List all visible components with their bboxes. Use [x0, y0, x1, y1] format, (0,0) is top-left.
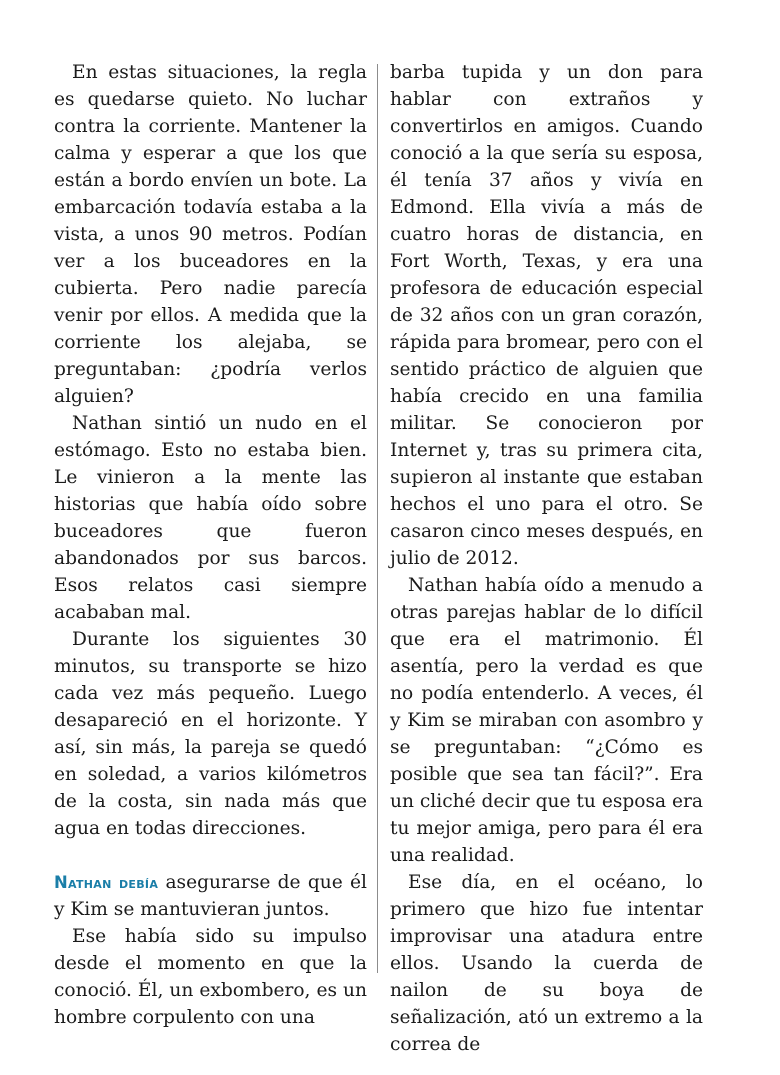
- paragraph-3: Durante los siguientes 30 minutos, su transporte se hizo cada vez más pequeño. Luego desapareció en el horizonte. Y así, sin más, la pareja se quedó en soledad, a varios kilómetros de la costa, sin nada más que agua en todas direcciones.: [54, 629, 367, 839]
- paragraph-6: Nathan había oído a menudo a otras parejas hablar de lo difícil que era el matrimonio. Él asentía, pero la verdad es que no podía entenderlo. A veces, él y Kim se miraban con asombro y se preguntaban: “¿Cómo es posible que sea tan fácil?”. Era un cliché decir que tu esposa era tu mejor amiga, pero para él era una realidad.: [390, 575, 703, 866]
- paragraph-7: Ese día, en el océano, lo primero que hizo fue intentar improvisar una atadura entre ellos. Usando la cuerda de nailon de su boya de señalización, ató un extremo a la correa de: [390, 872, 703, 1055]
- section-lead-paragraph: [54, 869, 367, 923]
- right-column: [390, 59, 703, 1058]
- section-lead-in: Nathan debía: [54, 873, 159, 892]
- paragraph-2: Nathan sintió un nudo en el estómago. Esto no estaba bien. Le vinieron a la mente las historias que había oído sobre buceadores que fueron abandonados por sus barcos. Esos relatos casi siempre acababan mal.: [54, 413, 367, 623]
- left-column: [54, 59, 367, 1031]
- section-lead-text: asegurarse de que él y Kim se mantuvieran juntos.: [54, 872, 367, 920]
- paragraph-1: En estas situaciones, la regla es quedarse quieto. No luchar contra la corriente. Mantener la calma y esperar a que los que están a bordo envíen un bote. La embarcación todavía estaba a la vista, a unos 90 metros. Podían ver a los buceadores en la cubierta. Pero nadie parecía venir por ellos. A medida que la corriente los alejaba, se preguntaban: ¿podría verlos alguien?: [54, 62, 367, 407]
- column-divider: [377, 64, 378, 973]
- paragraph-continued: barba tupida y un don para hablar con extraños y convertirlos en amigos. Cuando conoció a la que sería su esposa, él tenía 37 años y vivía en Edmond. Ella vivía a más de cuatro horas de distancia, en Fort Worth, Texas, y era una profesora de educación especial de 32 años con un gran corazón, rápida para bromear, pero con el sentido práctico de alguien que había crecido en una familia militar. Se conocieron por Internet y, tras su primera cita, supieron al instante que estaban hechos el uno para el otro. Se casaron cinco meses después, en julio de 2012.: [390, 62, 703, 569]
- paragraph-5: Ese había sido su impulso desde el momento en que la conoció. Él, un exbombero, es un hombre corpulento con una: [54, 926, 367, 1028]
